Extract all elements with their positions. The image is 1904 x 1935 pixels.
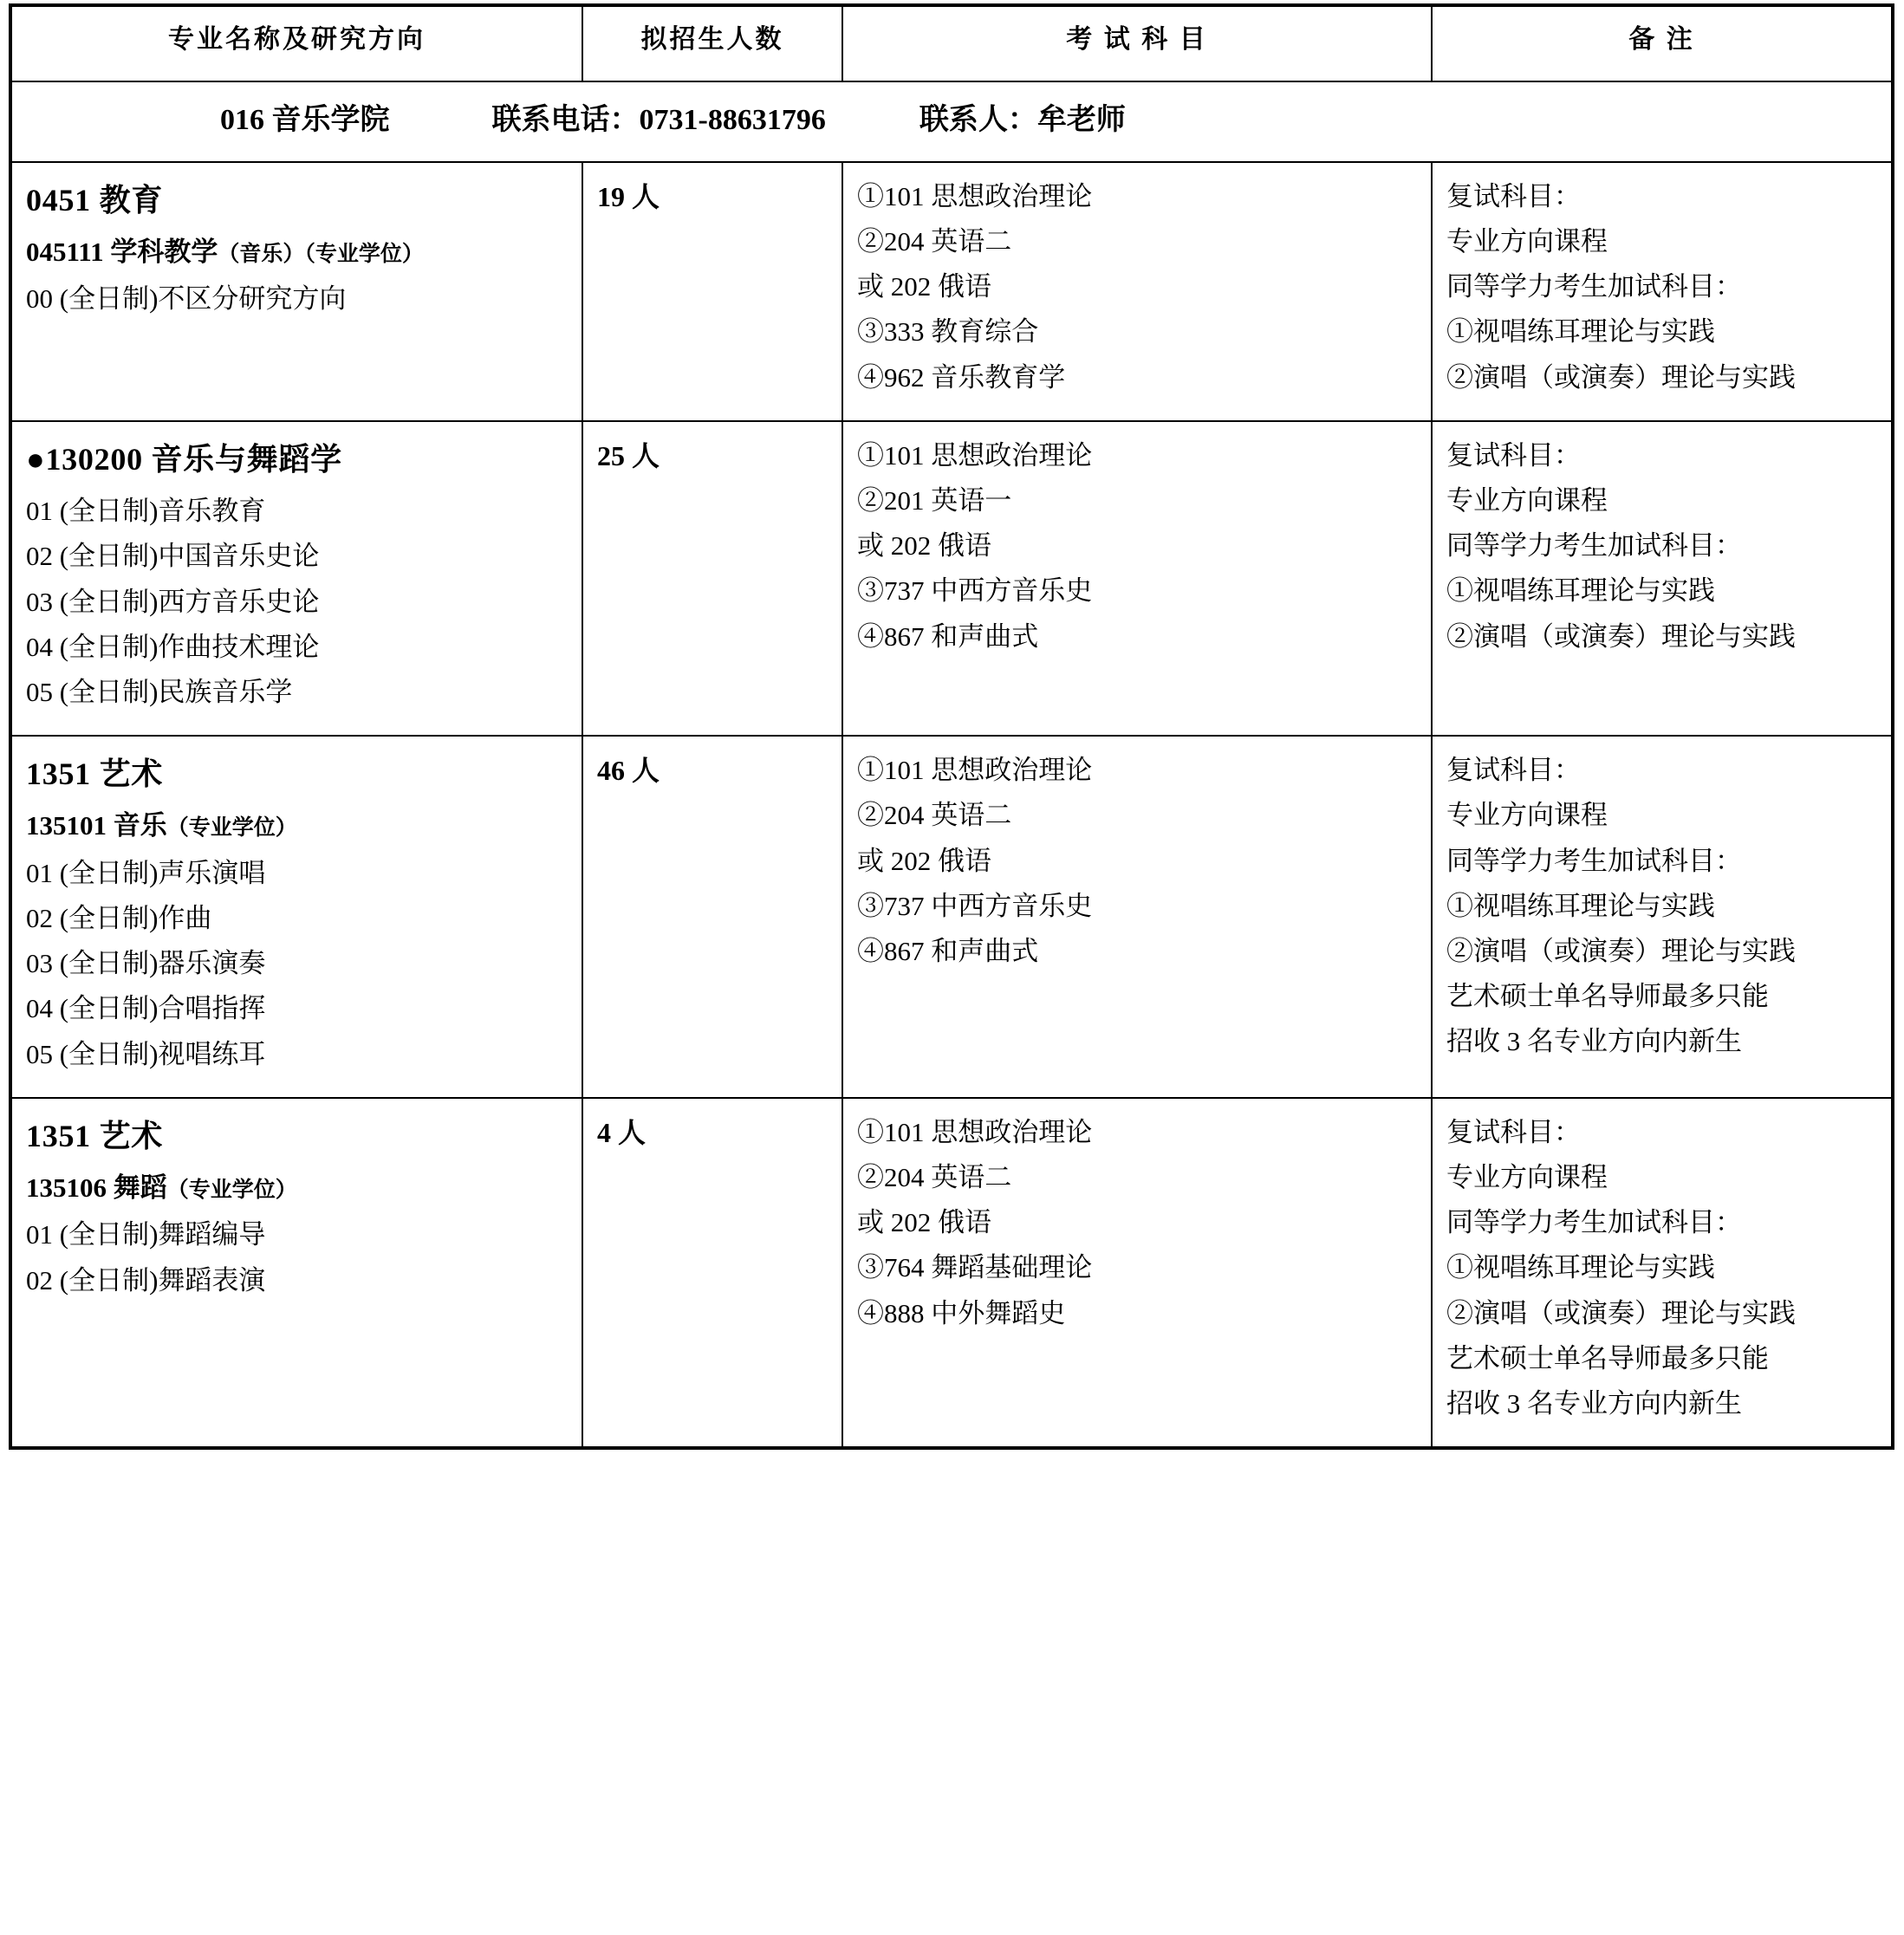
- exam-subject: ②201 英语一: [857, 484, 1012, 516]
- quota-cell: [582, 736, 842, 1098]
- remark-line: ①视唱练耳理论与实践: [1446, 575, 1715, 607]
- remark-line: 招收 3 名专业方向内新生: [1446, 1388, 1742, 1419]
- major-subtitle: [26, 231, 568, 274]
- remark-line: ②演唱（或演奏）理论与实践: [1446, 361, 1796, 393]
- major-subtitle-main: 045111 学科教学: [26, 236, 218, 267]
- remark-line: 专业方向课程: [1446, 484, 1608, 516]
- research-direction: 03 (全日制)器乐演奏: [26, 948, 266, 979]
- research-direction: 05 (全日制)视唱练耳: [26, 1038, 266, 1069]
- column-header-remarks: 备 注: [1432, 5, 1893, 81]
- major-cell: [10, 1098, 582, 1449]
- research-direction: 04 (全日制)作曲技术理论: [26, 631, 320, 662]
- quota-value: 25 人: [597, 439, 660, 471]
- quota-value: 46 人: [597, 755, 660, 787]
- remark-line: ②演唱（或演奏）理论与实践: [1446, 620, 1796, 652]
- research-direction: 05 (全日制)民族音乐学: [26, 676, 293, 707]
- exam-subject: ④888 中外舞蹈史: [857, 1297, 1066, 1328]
- exam-subject: ①101 思想政治理论: [857, 439, 1093, 471]
- remark-line: 同等学力考生加试科目：: [1446, 1207, 1742, 1238]
- exam-subject: ①101 思想政治理论: [857, 1116, 1093, 1147]
- major-title: 0451 教育: [26, 182, 164, 218]
- remark-line: 招收 3 名专业方向内新生: [1446, 1026, 1742, 1057]
- exam-subject: 或 202 俄语: [857, 845, 991, 876]
- exam-subject: ④962 音乐教育学: [857, 361, 1066, 393]
- department-contact: 联系人：牟老师: [919, 103, 1126, 136]
- major-subtitle-paren: （专业学位）: [166, 816, 297, 841]
- remarks-cell: [1432, 162, 1893, 421]
- exam-subject: ①101 思想政治理论: [857, 180, 1093, 211]
- research-direction: 01 (全日制)舞蹈编导: [26, 1219, 266, 1250]
- exam-subject: ④867 和声曲式: [857, 620, 1039, 652]
- remark-line: 专业方向课程: [1446, 1162, 1608, 1193]
- department-name: 016 音乐学院: [220, 103, 390, 136]
- research-direction: 00 (全日制)不区分研究方向: [26, 283, 347, 315]
- remarks-cell: [1432, 736, 1893, 1098]
- major-subtitle-main: 135106 舞蹈: [26, 1172, 167, 1204]
- remark-line: 复试科目：: [1446, 755, 1581, 786]
- table-row: [10, 162, 1893, 421]
- major-subtitle-paren: （音乐）（专业学位）: [218, 242, 424, 266]
- remark-line: ①视唱练耳理论与实践: [1446, 890, 1715, 921]
- remark-line: 艺术硕士单名导师最多只能: [1446, 981, 1769, 1012]
- table-body: [10, 81, 1893, 1449]
- department-cell: [10, 81, 1893, 162]
- remark-line: 专业方向课程: [1446, 800, 1608, 831]
- exam-subject: ③764 舞蹈基础理论: [857, 1252, 1093, 1283]
- major-title: ●130200 音乐与舞蹈学: [26, 441, 342, 477]
- department-row: [10, 81, 1893, 162]
- table-row: [10, 736, 1893, 1098]
- table-row: [10, 1098, 1893, 1449]
- research-direction: 02 (全日制)中国音乐史论: [26, 541, 320, 572]
- remark-line: 复试科目：: [1446, 1116, 1581, 1147]
- subjects-cell: [842, 1098, 1432, 1449]
- remark-line: 同等学力考生加试科目：: [1446, 271, 1742, 302]
- exam-subject: 或 202 俄语: [857, 530, 991, 562]
- major-title: 1351 艺术: [26, 1118, 164, 1153]
- subjects-cell: [842, 421, 1432, 736]
- research-direction: 01 (全日制)声乐演唱: [26, 857, 266, 888]
- exam-subject: 或 202 俄语: [857, 271, 991, 302]
- research-direction: 03 (全日制)西方音乐史论: [26, 586, 320, 617]
- admissions-table: [9, 3, 1894, 1450]
- remarks-cell: [1432, 421, 1893, 736]
- major-subtitle-main: 135101 音乐: [26, 810, 167, 841]
- exam-subject: ③737 中西方音乐史: [857, 575, 1093, 607]
- header-row: [10, 5, 1893, 81]
- exam-subject: ①101 思想政治理论: [857, 755, 1093, 786]
- exam-subject: ③333 教育综合: [857, 316, 1039, 347]
- remark-line: 复试科目：: [1446, 439, 1581, 471]
- remark-line: ①视唱练耳理论与实践: [1446, 1252, 1715, 1283]
- remark-line: 复试科目：: [1446, 180, 1581, 211]
- major-subtitle: [26, 1166, 568, 1210]
- major-cell: [10, 736, 582, 1098]
- column-header-major: 专业名称及研究方向: [10, 5, 582, 81]
- quota-cell: [582, 162, 842, 421]
- research-direction: 04 (全日制)合唱指挥: [26, 993, 266, 1024]
- subjects-cell: [842, 736, 1432, 1098]
- quota-value: 4 人: [597, 1116, 647, 1148]
- exam-subject: ②204 英语二: [857, 225, 1012, 256]
- column-header-subjects: 考 试 科 目: [842, 5, 1432, 81]
- exam-subject: ③737 中西方音乐史: [857, 890, 1093, 921]
- column-header-quota: 拟招生人数: [582, 5, 842, 81]
- research-direction: 02 (全日制)作曲: [26, 902, 212, 933]
- quota-cell: [582, 421, 842, 736]
- major-cell: [10, 421, 582, 736]
- remark-line: ①视唱练耳理论与实践: [1446, 316, 1715, 347]
- major-subtitle: [26, 804, 568, 847]
- remark-line: 艺术硕士单名导师最多只能: [1446, 1342, 1769, 1373]
- major-title: 1351 艺术: [26, 756, 164, 792]
- table-row: [10, 421, 1893, 736]
- table-header: [10, 5, 1893, 81]
- exam-subject: 或 202 俄语: [857, 1207, 991, 1238]
- remark-line: 专业方向课程: [1446, 225, 1608, 256]
- exam-subject: ②204 英语二: [857, 800, 1012, 831]
- remark-line: 同等学力考生加试科目：: [1446, 845, 1742, 876]
- research-direction: 01 (全日制)音乐教育: [26, 496, 266, 527]
- major-cell: [10, 162, 582, 421]
- remark-line: ②演唱（或演奏）理论与实践: [1446, 936, 1796, 967]
- quota-value: 19 人: [597, 180, 660, 212]
- subjects-cell: [842, 162, 1432, 421]
- research-direction: 02 (全日制)舞蹈表演: [26, 1264, 266, 1295]
- remark-line: 同等学力考生加试科目：: [1446, 530, 1742, 562]
- major-subtitle-paren: （专业学位）: [166, 1179, 297, 1203]
- department-phone: 联系电话：0731-88631796: [491, 103, 826, 136]
- exam-subject: ④867 和声曲式: [857, 936, 1039, 967]
- remark-line: ②演唱（或演奏）理论与实践: [1446, 1297, 1796, 1328]
- remarks-cell: [1432, 1098, 1893, 1449]
- quota-cell: [582, 1098, 842, 1449]
- exam-subject: ②204 英语二: [857, 1162, 1012, 1193]
